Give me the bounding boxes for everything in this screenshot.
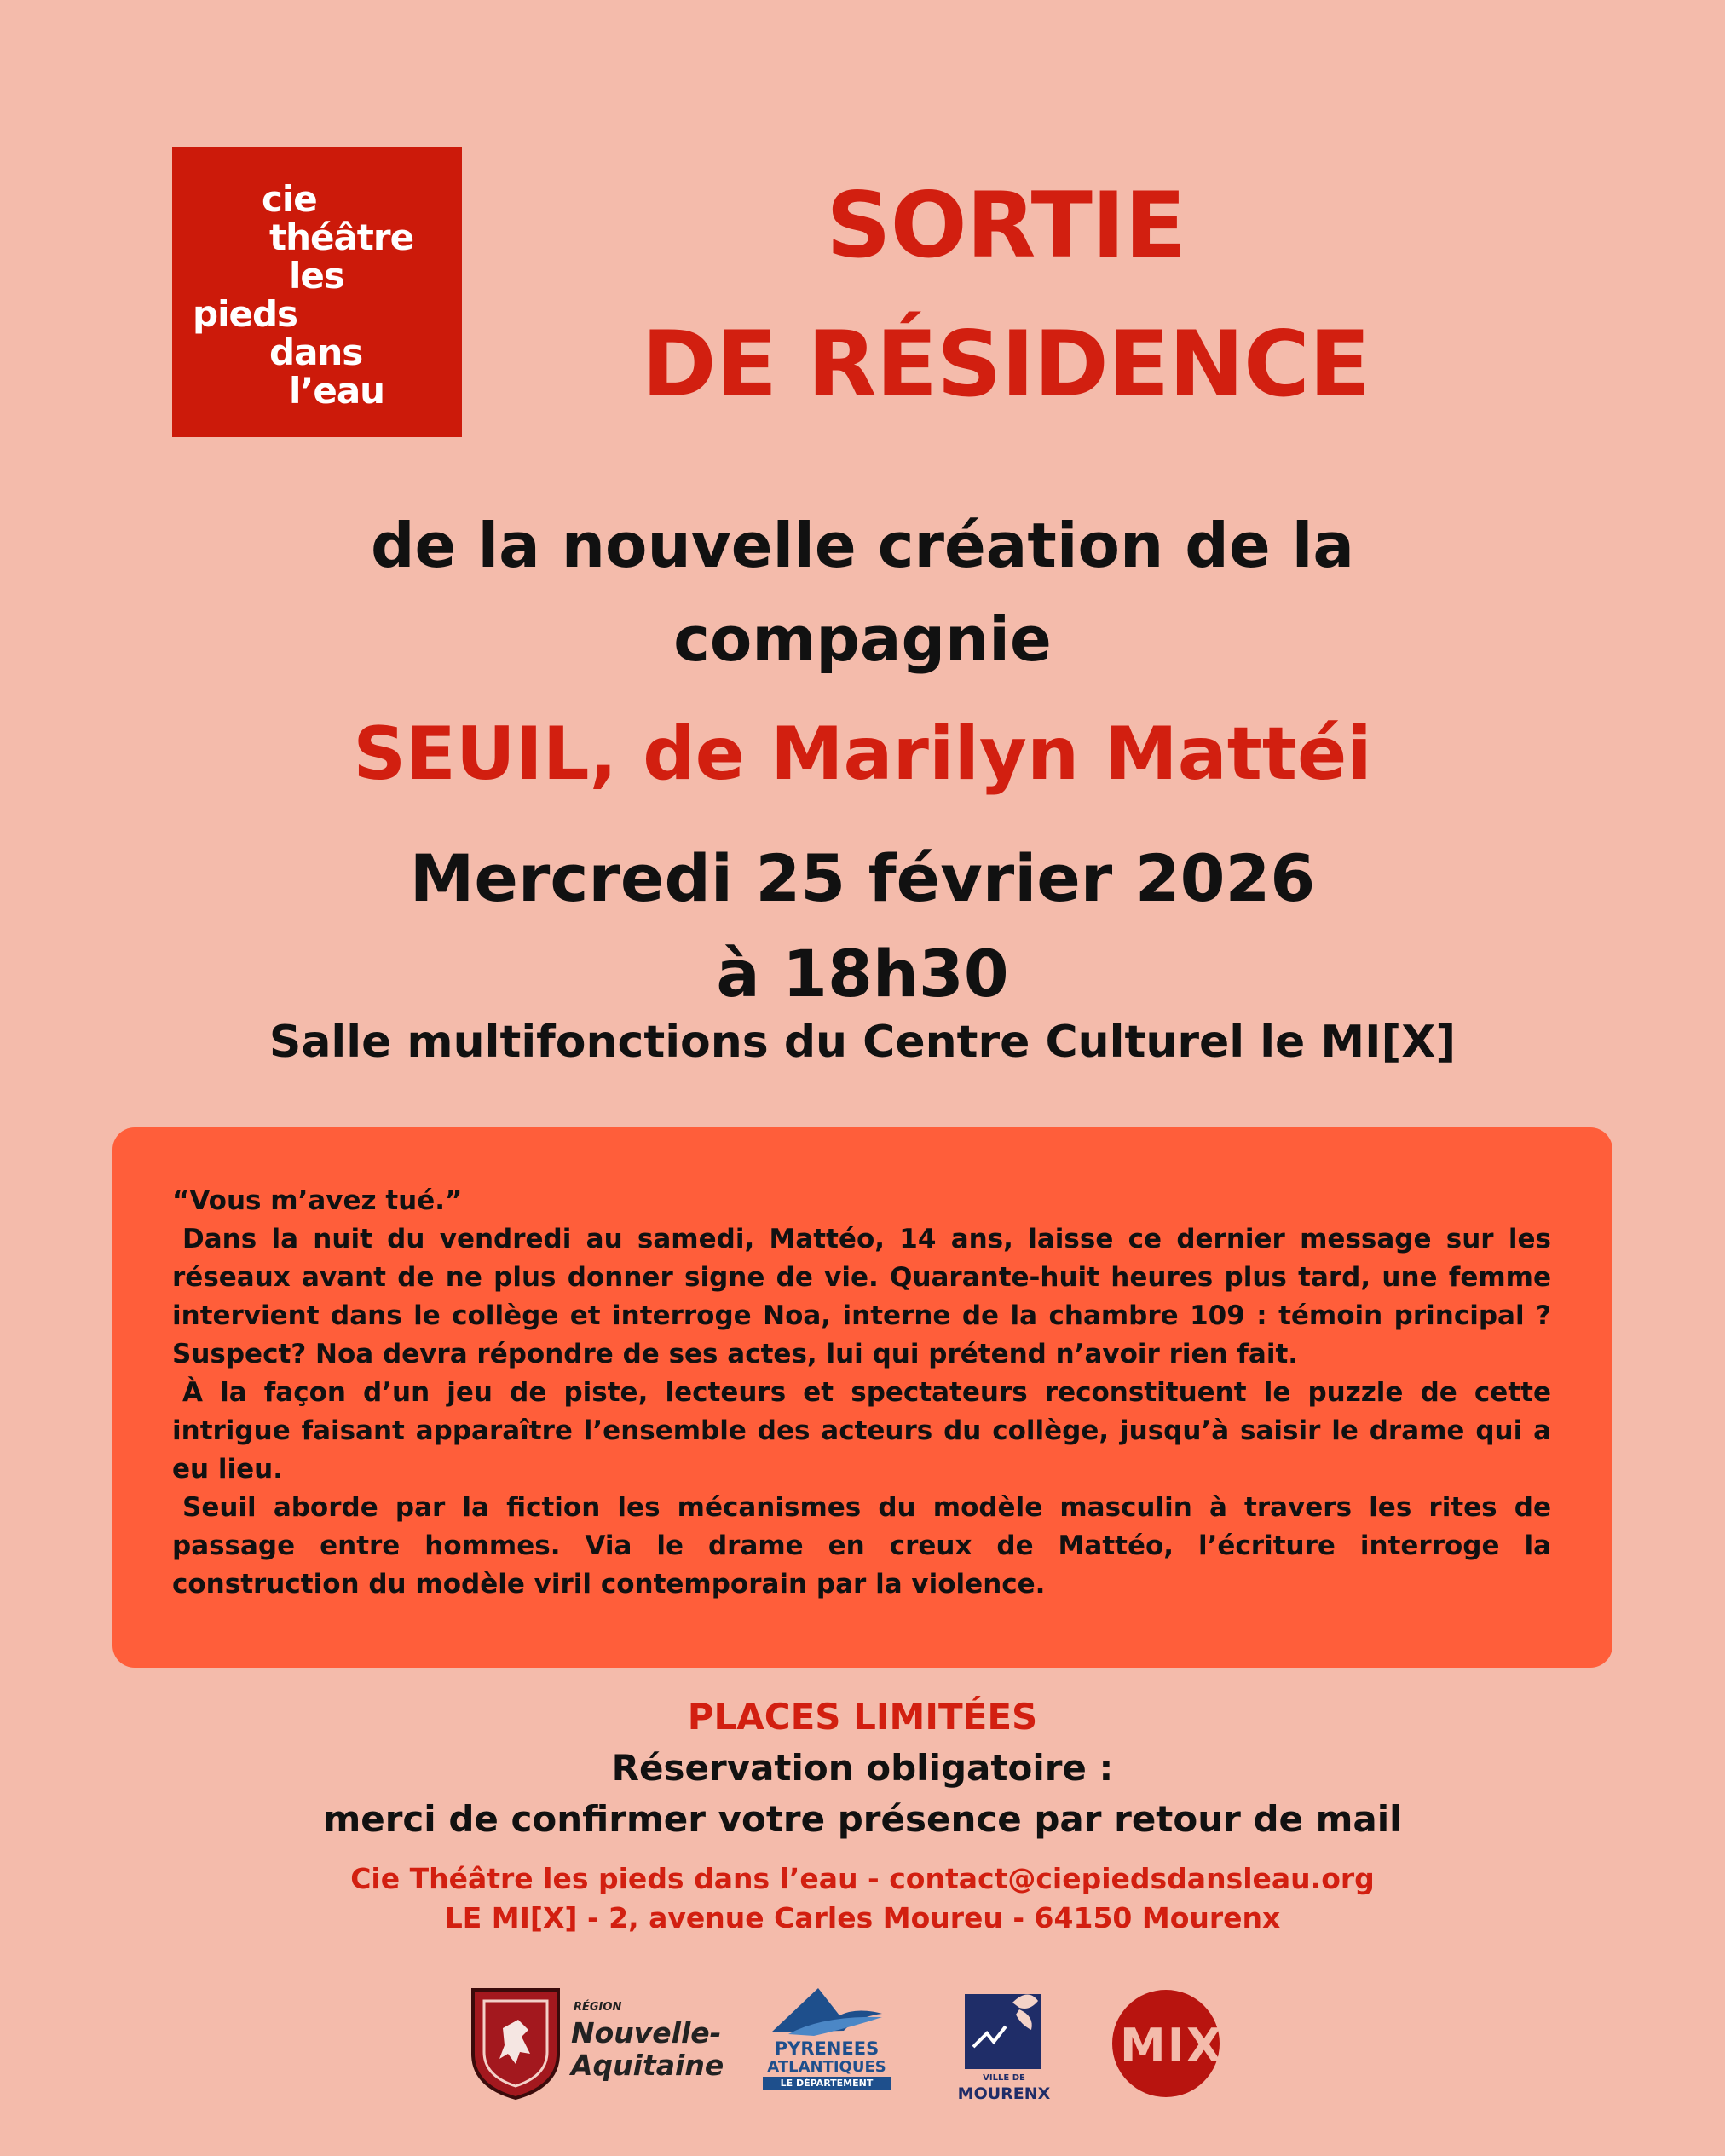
synopsis-box bbox=[112, 1127, 1612, 1668]
company-logo bbox=[172, 147, 462, 437]
mountain-wave-icon bbox=[763, 1981, 891, 2041]
event-date bbox=[0, 831, 1725, 1022]
pyrenees-atlantiques-logo bbox=[763, 1981, 891, 2092]
contact-address-line: LE MI[X] - 2, avenue Carles Moureu - 64150 Mourenx bbox=[444, 1901, 1281, 1934]
booking-instructions: merci de confirmer votre présence par retour de mail bbox=[323, 1798, 1402, 1840]
synopsis-quote: “Vous m’avez tué.” bbox=[172, 1185, 463, 1216]
logo-line: pieds bbox=[193, 293, 298, 335]
region-small-label: RÉGION bbox=[574, 2001, 622, 2014]
intro-line-1: de la nouvelle création de la bbox=[371, 510, 1354, 581]
logo-line: cie bbox=[262, 178, 317, 220]
event-time: à 18h30 bbox=[716, 936, 1009, 1012]
logo-line: théâtre bbox=[269, 216, 414, 258]
logo-line: les bbox=[289, 255, 344, 297]
logo-line: dans bbox=[269, 331, 363, 373]
pa-text bbox=[763, 2039, 891, 2090]
contact-email-line: Cie Théâtre les pieds dans l’eau - contact@ciepiedsdansleau.org bbox=[350, 1862, 1375, 1895]
pa-line-1: PYRENEES bbox=[774, 2038, 880, 2059]
synopsis-paragraph: Seuil aborde par la fiction les mécanismes du modèle masculin à travers les rites de passage entre hommes. Via le drame en creux de Mattéo, l’écriture interroge la construction du modèle viril contemporain par la violence. bbox=[172, 1492, 1551, 1600]
booking-required: Réservation obligatoire : bbox=[611, 1747, 1114, 1789]
mourenx-small-label: VILLE DE bbox=[983, 2073, 1025, 2083]
region-name-line-1: Nouvelle- bbox=[571, 2016, 722, 2049]
event-day: Mercredi 25 février 2026 bbox=[409, 840, 1316, 916]
pa-line-2: ATLANTIQUES bbox=[767, 2058, 886, 2076]
headline-line-2: DE RÉSIDENCE bbox=[641, 312, 1370, 417]
mix-logo bbox=[1110, 1988, 1256, 2099]
pa-line-3: LE DÉPARTEMENT bbox=[763, 2077, 891, 2090]
synopsis-text bbox=[172, 1182, 1551, 1604]
region-nouvelle-aquitaine-logo bbox=[469, 1986, 724, 2101]
mourenx-text bbox=[953, 2071, 1055, 2101]
ville-de-mourenx-logo bbox=[953, 1986, 1055, 2105]
mourenx-name: MOURENX bbox=[957, 2084, 1051, 2103]
region-name-line-2: Aquitaine bbox=[571, 2049, 724, 2082]
limited-places: PLACES LIMITÉES bbox=[687, 1696, 1038, 1738]
mix-wordmark: MIX bbox=[1120, 2019, 1224, 2072]
mourenx-emblem-icon bbox=[953, 1986, 1055, 2071]
logo-line: l’eau bbox=[289, 370, 385, 412]
synopsis-paragraph: Dans la nuit du vendredi au samedi, Mattéo, 14 ans, laisse ce dernier message sur les réseaux avant de ne plus donner signe de vie. Quarante-huit heures plus tard, une femme intervient dans le collège et interroge Noa, interne de la chambre 109 : témoin principal ? Suspect? Noa devra répondre de ses actes, lui qui prétend n’avoir rien fait. bbox=[172, 1224, 1551, 1369]
intro-line-2: compagnie bbox=[673, 603, 1052, 675]
show-title: SEUIL, de Marilyn Mattéi bbox=[353, 712, 1372, 797]
event-venue: Salle multifonctions du Centre Culturel le MI[X] bbox=[268, 1017, 1457, 1068]
headline-line-1: SORTIE bbox=[826, 173, 1186, 278]
region-shield-icon bbox=[469, 1986, 562, 2101]
intro-text bbox=[0, 499, 1725, 686]
synopsis-paragraph: À la façon d’un jeu de piste, lecteurs et spectateurs reconstituent le puzzle de cette intrigue faisant apparaître l’ensemble des acteurs du collège, jusqu’à saisir le drame qui a eu lieu. bbox=[172, 1377, 1551, 1484]
